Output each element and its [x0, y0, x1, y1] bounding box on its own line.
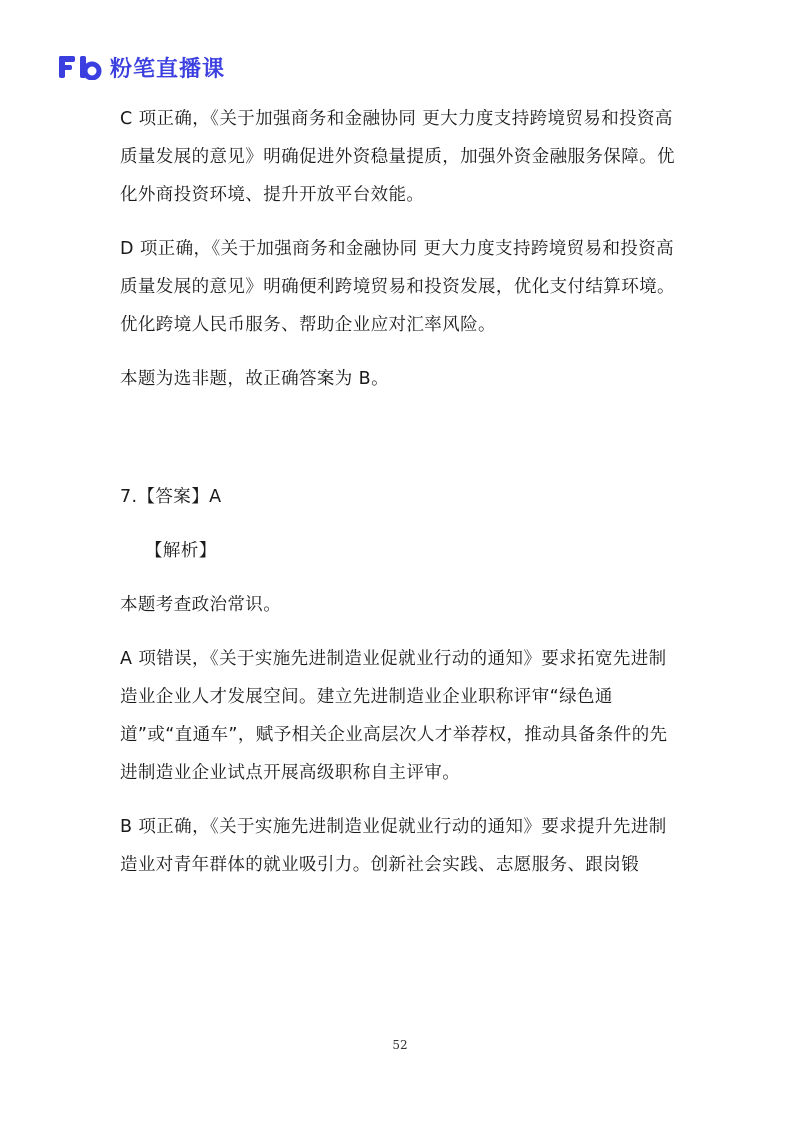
answer-line: 7.【答案】A [120, 487, 222, 507]
paragraph-topic: 本题考查政治常识。 [120, 595, 282, 615]
fb-logo-icon [58, 54, 102, 80]
analysis-label: 【解析】 [145, 541, 217, 561]
header [58, 50, 225, 84]
paragraph-option-c: C 项正确，《关于加强商务和金融协同 更大力度支持跨境贸易和投资高质量发展的意见》明确促进外资稳量提质，加强外资金融服务保障。优化外商投资环境、提升开放平台效能。 [120, 109, 675, 205]
page-number: 52 [392, 1038, 408, 1052]
paragraph-option-d: D 项正确，《关于加强商务和金融协同 更大力度支持跨境贸易和投资高质量发展的意见》明确便利跨境贸易和投资发展，优化支付结算环境。优化跨境人民币服务、帮助企业应对汇率风险。 [120, 239, 675, 335]
paragraph-option-a: A 项错误，《关于实施先进制造业促就业行动的通知》要求拓宽先进制造业企业人才发展空间。建立先进制造业企业职称评审“绿色通道”或“直通车”，赋予相关企业高层次人才举荐权，推动具备条件的先进制造业企业试点开展高级职称自主评审。 [120, 649, 668, 783]
paragraph-conclusion: 本题为选非题，故正确答案为 B。 [120, 369, 389, 389]
paragraph-option-b: B 项正确，《关于实施先进制造业促就业行动的通知》要求提升先进制造业对青年群体的就业吸引力。创新社会实践、志愿服务、跟岗锻 [120, 817, 667, 875]
document-body [120, 100, 680, 900]
brand-name: 粉笔直播课 [110, 56, 226, 82]
section-gap [120, 414, 680, 478]
